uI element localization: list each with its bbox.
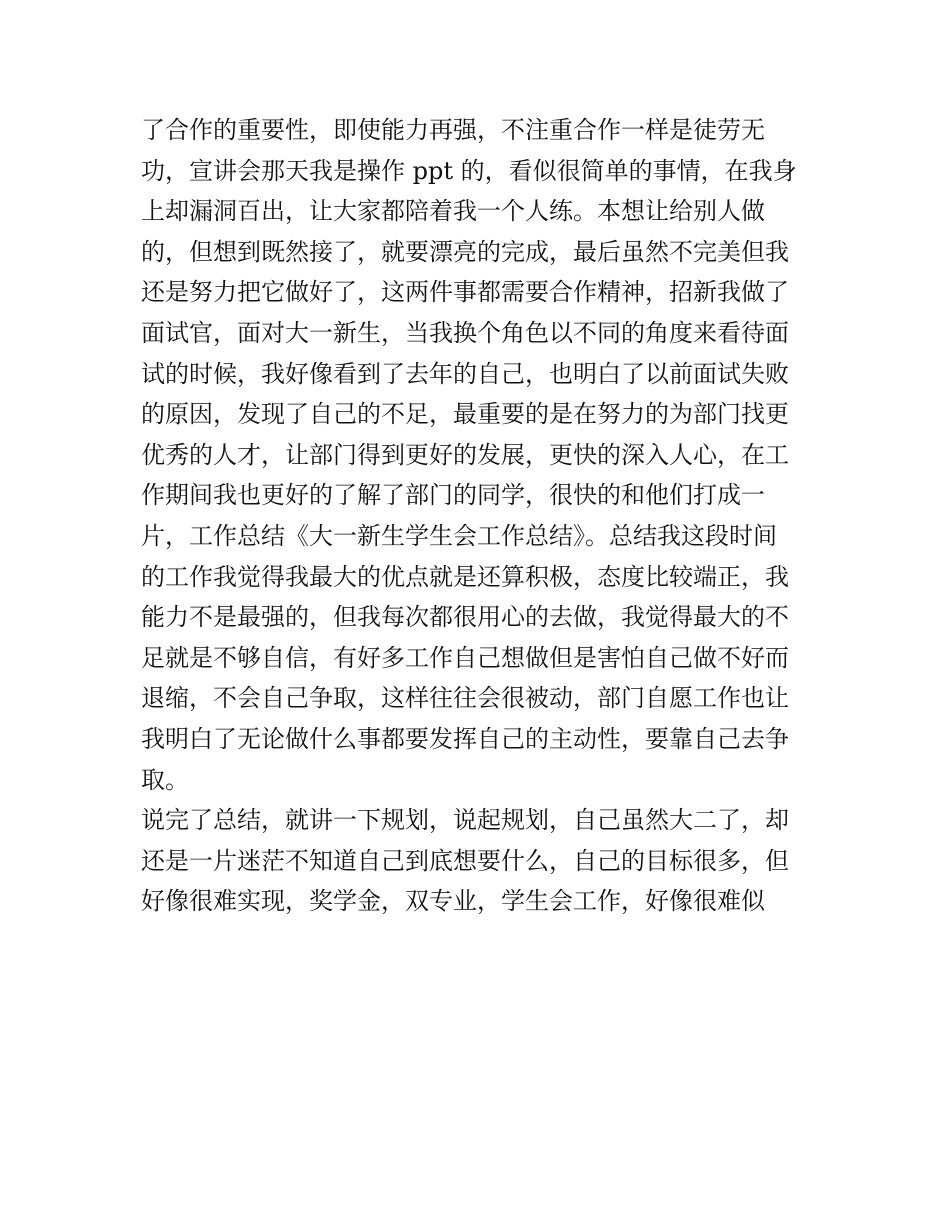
text-line: 试的时候，我好像看到了去年的自己，也明白了以前面试失败 — [141, 359, 789, 388]
text-line: 片，工作总结《大一新生学生会工作总结》。总结我这段时间 — [141, 521, 777, 550]
text-line: 作期间我也更好的了解了部门的同学，很快的和他们打成一 — [141, 481, 765, 510]
text-line: 面试官，面对大一新生，当我换个角色以不同的角度来看待面 — [141, 318, 789, 347]
text-line: 我明白了无论做什么事都要发挥自己的主动性，要靠自己去争 — [141, 724, 789, 753]
text-line: 的原因，发现了自己的不足，最重要的是在努力的为部门找更 — [141, 400, 789, 429]
text-line: 好像很难实现，奖学金，双专业，学生会工作，好像很难似 — [141, 887, 765, 916]
text-line: 还是努力把它做好了，这两件事都需要合作精神，招新我做了 — [141, 278, 789, 307]
text-line: 取。 — [141, 765, 189, 794]
text-line: 功，宣讲会那天我是操作 ppt 的，看似很简单的事情，在我身 — [141, 156, 797, 185]
text-line: 足就是不够自信，有好多工作自己想做但是害怕自己做不好而 — [141, 643, 789, 672]
text-line: 能力不是最强的，但我每次都很用心的去做，我觉得最大的不 — [141, 603, 789, 632]
text-line: 优秀的人才，让部门得到更好的发展，更快的深入人心，在工 — [141, 440, 789, 469]
text-line: 说完了总结，就讲一下规划，说起规划，自己虽然大二了，却 — [141, 806, 789, 835]
text-line: 的，但想到既然接了，就要漂亮的完成，最后虽然不完美但我 — [141, 237, 789, 266]
text-line: 上却漏洞百出，让大家都陪着我一个人练。本想让给别人做 — [141, 197, 765, 226]
body-text — [141, 110, 821, 922]
text-line: 的工作我觉得我最大的优点就是还算积极，态度比较端正，我 — [141, 562, 789, 591]
text-line: 退缩，不会自己争取，这样往往会很被动，部门自愿工作也让 — [141, 684, 789, 713]
text-line: 还是一片迷茫不知道自己到底想要什么，自己的目标很多，但 — [141, 846, 789, 875]
text-line: 了合作的重要性，即使能力再强，不注重合作一样是徒劳无 — [141, 116, 765, 144]
